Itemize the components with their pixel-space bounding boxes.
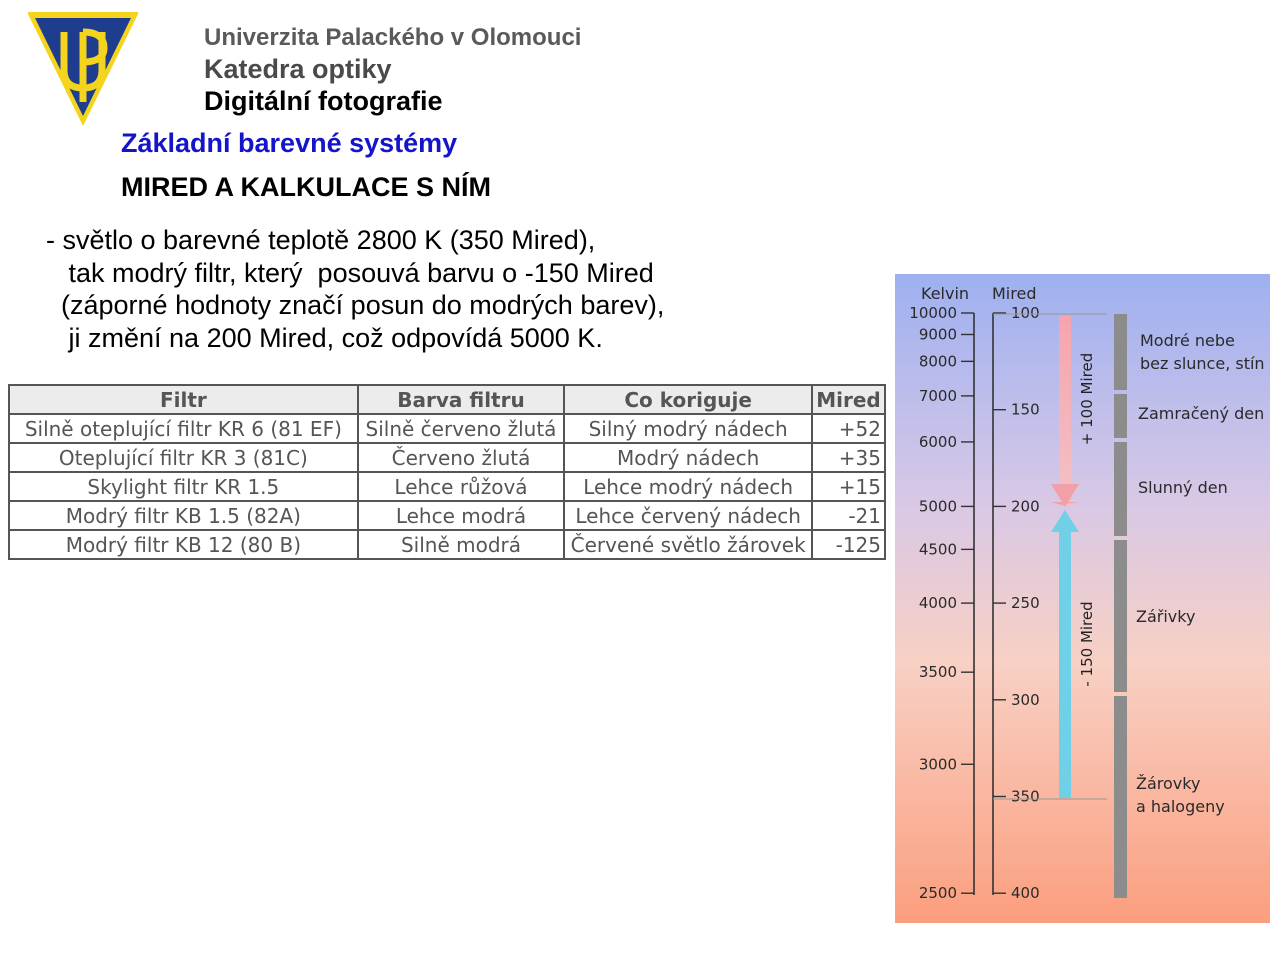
condition-bar (1114, 314, 1127, 390)
condition-label-incandescent: Žárovky (1136, 774, 1201, 793)
cell-filter: Modrý filtr KB 12 (80 B) (9, 530, 358, 559)
kelvin-tick-label: 6000 (918, 432, 957, 451)
condition-bars (1114, 314, 1127, 898)
body-text (46, 224, 664, 354)
cell-color: Lehce růžová (358, 472, 565, 501)
mired-tick-label: 150 (1011, 400, 1040, 419)
arrow-down-label: - 150 Mired (1078, 601, 1096, 687)
kelvin-tick-label: 8000 (918, 352, 957, 371)
kelvin-header: Kelvin (921, 284, 970, 303)
mired-tick-label: 200 (1011, 497, 1040, 516)
body-line: - světlo o barevné teplotě 2800 K (350 Mired), (46, 225, 596, 255)
mired-tick-label: 400 (1011, 884, 1040, 903)
condition-label-incandescent-2: a halogeny (1136, 797, 1225, 816)
table-row (9, 472, 885, 501)
cell-filter: Skylight filtr KR 1.5 (9, 472, 358, 501)
column-header-filter: Filtr (9, 385, 358, 414)
filter-table (8, 384, 886, 560)
mired-header: Mired (992, 284, 1037, 303)
cell-mired: +15 (812, 472, 885, 501)
table-header-row (9, 385, 885, 414)
color-temperature-scale (895, 274, 1270, 923)
kelvin-tick-label: 2500 (918, 884, 957, 903)
cell-corrects: Lehce červený nádech (564, 501, 812, 530)
column-header-mired: Mired (812, 385, 885, 414)
table-row (9, 443, 885, 472)
cell-color: Silně červeno žlutá (358, 414, 565, 443)
topic-heading: Základní barevné systémy (121, 128, 458, 158)
table-row (9, 501, 885, 530)
university-logo (22, 10, 144, 128)
slide-title: MIRED A KALKULACE S NÍM (121, 172, 491, 202)
table-row (9, 414, 885, 443)
kelvin-tick-label: 4000 (918, 594, 957, 613)
body-line: tak modrý filtr, který posouvá barvu o -150 Mired (46, 257, 654, 288)
condition-label-overcast: Zamračený den (1138, 404, 1265, 423)
condition-label-sunny: Slunný den (1138, 478, 1228, 497)
condition-label-blue-sky-2: bez slunce, stín (1140, 354, 1265, 373)
arrow-up-label: + 100 Mired (1078, 352, 1096, 446)
kelvin-tick-label: 10000 (909, 304, 957, 322)
column-header-color: Barva filtru (358, 385, 565, 414)
table-row (9, 530, 885, 559)
mired-tick-label: 100 (1011, 304, 1040, 322)
department-name: Katedra optiky (204, 54, 392, 84)
condition-bar (1114, 394, 1127, 438)
kelvin-tick-label: 3000 (918, 755, 957, 774)
condition-label-fluorescent: Zářivky (1136, 607, 1196, 626)
cell-filter: Oteplující filtr KR 3 (81C) (9, 443, 358, 472)
cell-corrects: Lehce modrý nádech (564, 472, 812, 501)
cell-mired: -125 (812, 530, 885, 559)
cell-corrects: Silný modrý nádech (564, 414, 812, 443)
kelvin-tick-label: 4500 (918, 540, 957, 559)
cell-filter: Modrý filtr KB 1.5 (82A) (9, 501, 358, 530)
cell-color: Červeno žlutá (358, 443, 565, 472)
university-name: Univerzita Palackého v Olomouci (204, 24, 582, 51)
condition-bar (1114, 540, 1127, 692)
cell-filter: Silně oteplující filtr KR 6 (81 EF) (9, 414, 358, 443)
mired-tick-label: 250 (1011, 594, 1040, 613)
body-line: ji změní na 200 Mired, což odpovídá 5000 K. (46, 322, 603, 353)
cell-color: Lehce modrá (358, 501, 565, 530)
cell-color: Silně modrá (358, 530, 565, 559)
kelvin-tick-label: 5000 (918, 497, 957, 516)
condition-label-blue-sky: Modré nebe (1140, 331, 1235, 350)
cell-corrects: Červené světlo žárovek (564, 530, 812, 559)
column-header-corrects: Co koriguje (564, 385, 812, 414)
kelvin-tick-label: 3500 (918, 663, 957, 682)
mired-tick-label: 350 (1011, 787, 1040, 806)
course-name: Digitální fotografie (204, 86, 443, 116)
body-line: (záporné hodnoty značí posun do modrých barev), (46, 290, 665, 320)
cell-mired: +35 (812, 443, 885, 472)
cell-corrects: Modrý nádech (564, 443, 812, 472)
condition-bar (1114, 442, 1127, 536)
cell-mired: +52 (812, 414, 885, 443)
kelvin-tick-label: 7000 (918, 386, 957, 405)
mired-tick-label: 300 (1011, 690, 1040, 709)
kelvin-tick-label: 9000 (918, 325, 957, 344)
condition-bar (1114, 696, 1127, 898)
cell-mired: -21 (812, 501, 885, 530)
